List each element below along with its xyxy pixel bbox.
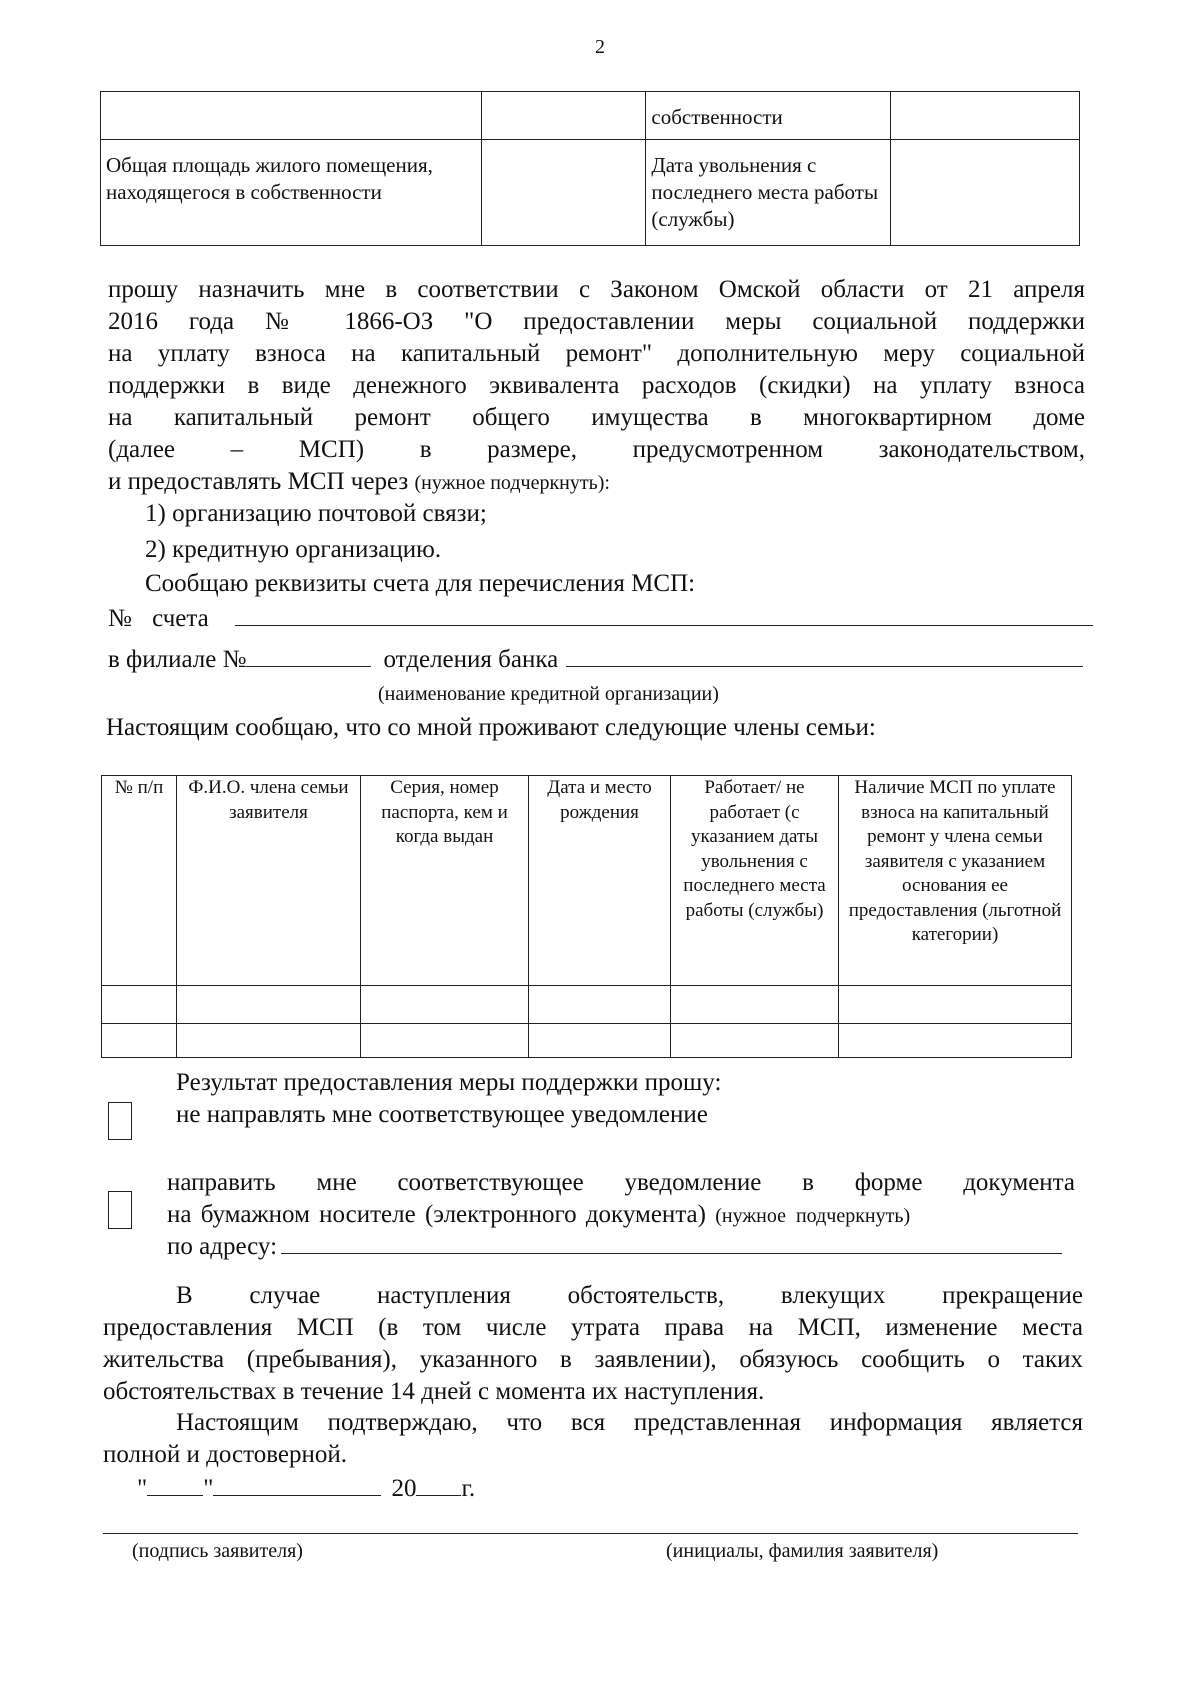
paragraph-text: и предоставлять МСП через	[108, 468, 409, 495]
table-cell	[891, 140, 1080, 246]
table-row	[101, 92, 1080, 140]
month-field[interactable]	[213, 1473, 381, 1496]
table-cell: Общая площадь жилого помещения, находящегося в собственности	[101, 140, 482, 246]
table-cell[interactable]	[671, 986, 839, 1024]
underline-note: (нужное подчеркнуть)	[715, 1205, 911, 1227]
family-intro: Настоящим сообщаю, что со мной проживают следующие члены семьи:	[106, 714, 876, 741]
table-row	[102, 986, 1072, 1024]
year-suffix: г.	[461, 1475, 476, 1502]
table-cell[interactable]	[102, 1024, 177, 1058]
paragraph-line: 2016 года № 1866-ОЗ "О предоставлении меры социальной поддержки	[108, 308, 1085, 335]
request-paragraph	[108, 274, 1085, 499]
signature-line[interactable]	[103, 1533, 1078, 1534]
year-prefix: 20	[391, 1475, 417, 1502]
table-cell[interactable]	[361, 1024, 529, 1058]
column-header-msp: Наличие МСП по уплате взноса на капитальный ремонт у члена семьи заявителя с указанием основания ее предоставления (льготной категории)	[839, 776, 1072, 986]
option-send-text: на бумажном носителе (электронного документа)	[167, 1201, 706, 1228]
table-cell[interactable]	[529, 1024, 671, 1058]
account-number-line	[108, 603, 1093, 635]
table-cell[interactable]	[177, 1024, 361, 1058]
table-cell	[891, 92, 1080, 140]
obligation-paragraph	[103, 1280, 1083, 1408]
table-row	[101, 140, 1080, 246]
branch-label: в филиале №	[108, 646, 247, 673]
paragraph-line: на уплату взноса на капитальный ремонт" дополнительную меру социальной	[108, 340, 1085, 367]
table-cell	[481, 92, 646, 140]
paragraph-line: предоставления МСП (в том числе утрата права на МСП, изменение места	[103, 1314, 1083, 1341]
department-label: отделения банка	[383, 646, 559, 673]
table-cell	[101, 92, 482, 140]
column-header-passport: Серия, номер паспорта, кем и когда выдан	[361, 776, 529, 986]
confirmation-line2: полной и достоверной.	[103, 1441, 347, 1468]
account-intro: Сообщаю реквизиты счета для перечисления МСП:	[145, 570, 696, 597]
date-line	[137, 1473, 475, 1505]
property-table	[100, 91, 1080, 246]
table-cell[interactable]	[177, 986, 361, 1024]
table-row	[102, 1024, 1072, 1058]
table-cell[interactable]	[361, 986, 529, 1024]
table-header-row	[102, 776, 1072, 986]
option-bank: 2) кредитную организацию.	[145, 536, 442, 563]
signature-caption: (подпись заявителя)	[132, 1540, 303, 1562]
table-cell	[481, 140, 646, 246]
address-label: по адресу:	[167, 1233, 278, 1260]
quote-close: "	[203, 1475, 214, 1502]
family-members-table	[101, 775, 1072, 1058]
option-send-line2	[167, 1199, 1075, 1232]
quote-open: "	[137, 1475, 148, 1502]
bank-name-field[interactable]	[566, 644, 1083, 667]
paragraph-line: прошу назначить мне в соответствии с Законом Омской области от 21 апреля	[108, 276, 1085, 303]
address-line	[167, 1231, 1062, 1263]
column-header-employment: Работает/ не работает (с указанием даты увольнения с последнего места работы (службы)	[671, 776, 839, 986]
name-caption: (инициалы, фамилия заявителя)	[666, 1540, 939, 1562]
option-postal: 1) организацию почтовой связи;	[145, 500, 487, 527]
paragraph-line: обстоятельствах в течение 14 дней с момента их наступления.	[103, 1378, 765, 1405]
day-field[interactable]	[147, 1473, 203, 1496]
column-header-number: № п/п	[102, 776, 177, 986]
checkbox-send-notification[interactable]	[108, 1191, 132, 1229]
paragraph-line: поддержки в виде денежного эквивалента расходов (скидки) на уплату взноса	[108, 372, 1085, 399]
paragraph-line: В случае наступления обстоятельств, влекущих прекращение	[176, 1282, 1083, 1309]
paragraph-line: на капитальный ремонт общего имущества в многоквартирном доме	[108, 404, 1085, 431]
paragraph-line: (далее – МСП) в размере, предусмотренном законодательством,	[108, 436, 1085, 463]
account-number-label: № счета	[108, 605, 209, 632]
table-cell[interactable]	[671, 1024, 839, 1058]
table-cell[interactable]	[839, 986, 1072, 1024]
paragraph-line: жительства (пребывания), указанного в заявлении), обязуюсь сообщить о таких	[103, 1346, 1083, 1373]
page-number: 2	[595, 36, 605, 58]
table-cell: собственности	[646, 92, 891, 140]
column-header-birth: Дата и место рождения	[529, 776, 671, 986]
column-header-name: Ф.И.О. члена семьи заявителя	[177, 776, 361, 986]
notification-title: Результат предоставления меры поддержки прошу:	[176, 1069, 722, 1096]
paragraph-last-line	[108, 466, 1085, 499]
option-no-notification: не направлять мне соответствующее уведомление	[176, 1101, 708, 1128]
table-cell[interactable]	[839, 1024, 1072, 1058]
account-number-field[interactable]	[235, 603, 1093, 626]
year-field[interactable]	[416, 1473, 461, 1496]
bank-name-caption: (наименование кредитной организации)	[378, 683, 719, 705]
address-field[interactable]	[281, 1231, 1062, 1254]
option-send-line1: направить мне соответствующее уведомление в форме документа	[167, 1169, 1075, 1196]
confirmation-line1: Настоящим подтверждаю, что вся представленная информация является	[176, 1409, 1083, 1436]
underline-note: (нужное подчеркнуть):	[414, 472, 610, 494]
bank-branch-line	[108, 644, 1083, 676]
table-cell[interactable]	[102, 986, 177, 1024]
table-cell[interactable]	[529, 986, 671, 1024]
checkbox-no-notification[interactable]	[108, 1102, 132, 1140]
table-cell: Дата увольнения с последнего места работы (службы)	[646, 140, 891, 246]
branch-number-field[interactable]	[246, 644, 371, 667]
